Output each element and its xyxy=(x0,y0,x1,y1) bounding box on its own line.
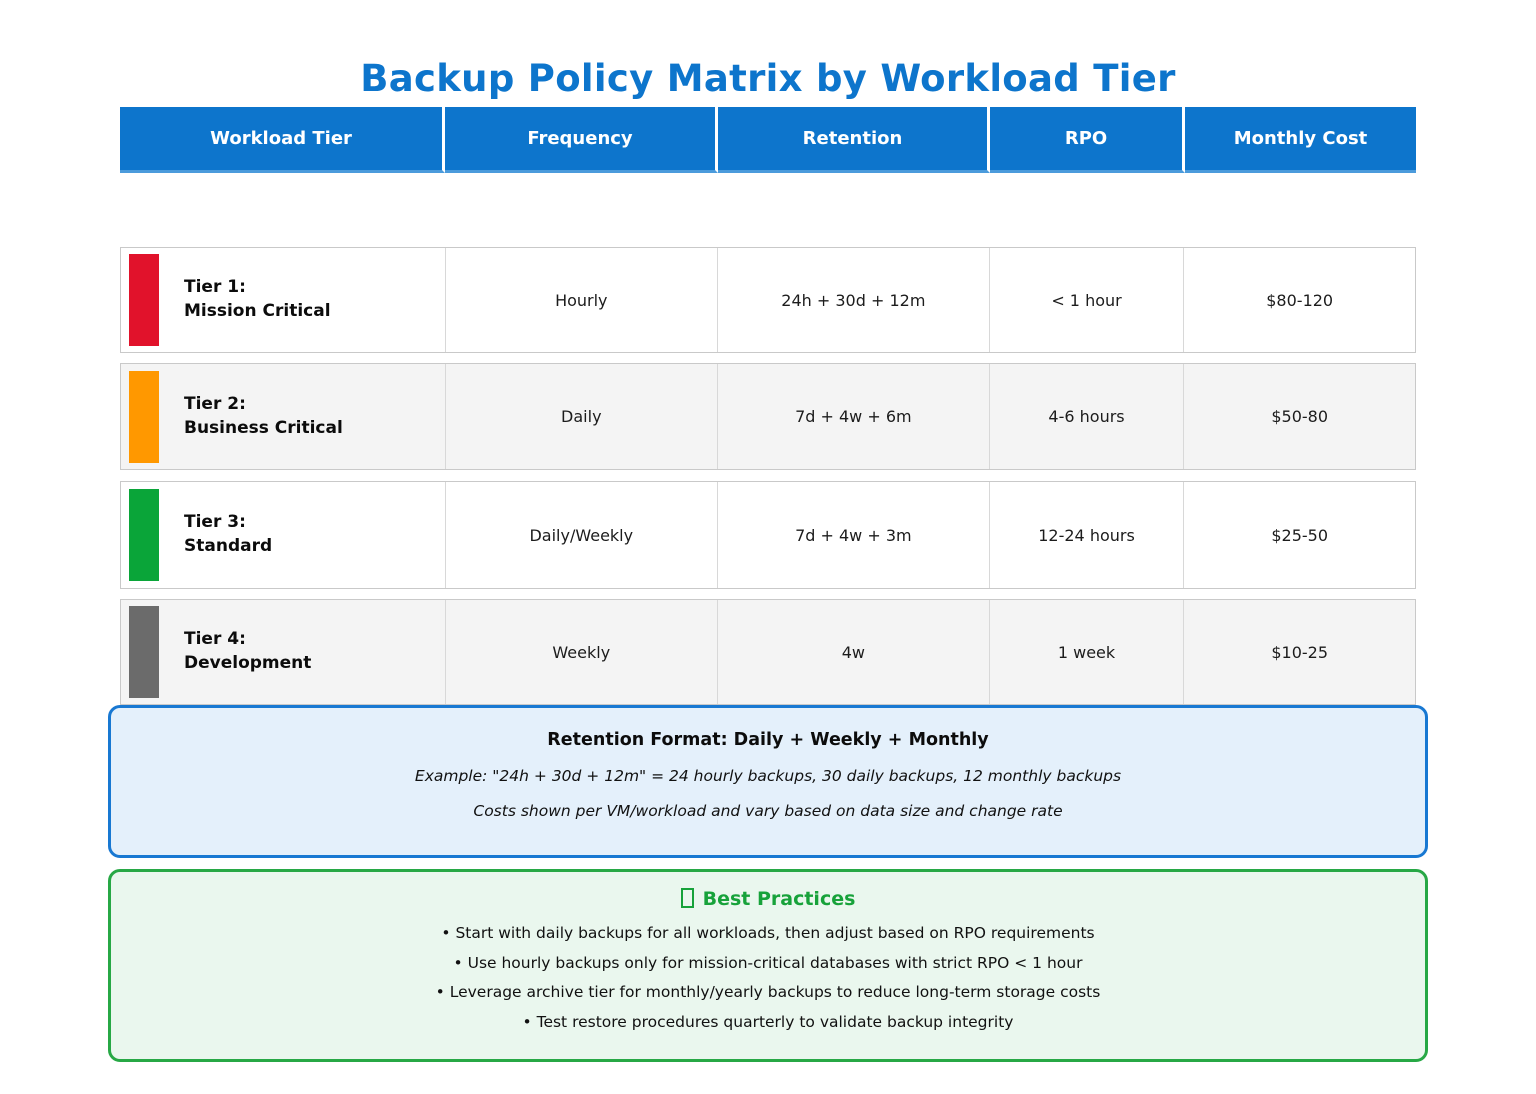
tier4-label-line1: Tier 4: xyxy=(184,629,246,650)
column-header-monthly-cost: Monthly Cost xyxy=(1185,107,1416,173)
tier1-rpo-cell: < 1 hour xyxy=(990,248,1185,352)
column-header-rpo: RPO xyxy=(990,107,1185,173)
tier2-monthly-cost-cell: $50-80 xyxy=(1271,407,1329,426)
tier3-monthly-cost-cell: $25-50 xyxy=(1271,525,1329,545)
tier1-label xyxy=(159,276,331,324)
tier3-label-line1: Tier 3: xyxy=(184,512,246,533)
column-header-workload-tier: Workload Tier xyxy=(120,107,445,173)
tier4-name-cell xyxy=(121,600,446,704)
tier3-frequency-cell: Daily/Weekly xyxy=(446,482,719,588)
tier3-name-cell xyxy=(121,482,446,588)
tier4-color-bar xyxy=(129,606,159,698)
tier2-label xyxy=(159,393,343,441)
table-row-tier1 xyxy=(120,247,1416,353)
tier2-frequency-cell: Daily xyxy=(446,364,719,469)
tier3-retention-cell: 7d + 4w + 3m xyxy=(718,482,990,588)
best-practices-item: • Test restore procedures quarterly to validate backup integrity xyxy=(522,1012,1014,1031)
tier4-retention-cell: 4w xyxy=(718,600,990,704)
tier4-monthly-cost-cell: $10-25 xyxy=(1271,642,1329,662)
tier2-label-line2: Business Critical xyxy=(184,417,343,438)
tier1-frequency-cell: Hourly xyxy=(446,248,719,352)
tier1-label-line2: Mission Critical xyxy=(184,301,331,321)
tier2-rpo-cell: 4-6 hours xyxy=(990,364,1185,469)
tier4-label xyxy=(159,628,311,676)
best-practices-title xyxy=(111,888,1425,910)
tier4-frequency-cell: Weekly xyxy=(446,600,719,704)
tier3-rpo-cell: 12-24 hours xyxy=(990,482,1185,588)
best-practices-item: • Leverage archive tier for monthly/yearly backups to reduce long-term storage costs xyxy=(435,983,1101,1001)
best-practices-title-text: Best Practices xyxy=(702,888,856,910)
column-header-retention: Retention xyxy=(718,107,990,173)
tier2-label-line1: Tier 2: xyxy=(184,393,246,414)
page-title: Backup Policy Matrix by Workload Tier xyxy=(360,57,1176,100)
tier3-color-bar xyxy=(129,489,159,581)
tier1-retention-cell: 24h + 30d + 12m xyxy=(718,248,990,352)
tier3-label-line2: Standard xyxy=(184,536,273,556)
tier1-label-line1: Tier 1: xyxy=(184,277,246,298)
tier2-color-bar xyxy=(129,371,159,463)
retention-note-example: Example: "24h + 30d + 12m" = 24 hourly backups, 30 daily backups, 12 monthly backups xyxy=(414,767,1122,785)
retention-format-note xyxy=(108,705,1428,858)
tier4-label-line2: Development xyxy=(184,653,312,673)
tier4-rpo-cell: 1 week xyxy=(990,600,1185,704)
best-practices-panel xyxy=(108,869,1428,1062)
tier3-label xyxy=(159,511,272,559)
best-practices-item: • Start with daily backups for all workloads, then adjust based on RPO requirements xyxy=(441,924,1095,942)
column-header-frequency: Frequency xyxy=(445,107,718,173)
tier1-name-cell xyxy=(121,248,446,352)
best-practices-item: • Use hourly backups only for mission-critical databases with strict RPO < 1 hour xyxy=(453,953,1083,972)
tier1-color-bar xyxy=(129,254,159,346)
retention-note-costs: Costs shown per VM/workload and vary based on data size and change rate xyxy=(473,802,1063,820)
table-row-tier2 xyxy=(120,363,1416,470)
tier1-monthly-cost-cell: $80-120 xyxy=(1266,290,1334,310)
table-row-tier4 xyxy=(120,599,1416,705)
table-header-row xyxy=(120,107,1416,173)
retention-note-title: Retention Format: Daily + Weekly + Monthly xyxy=(547,730,989,750)
table-row-tier3 xyxy=(120,481,1416,589)
missing-glyph-icon xyxy=(681,888,694,908)
tier2-retention-cell: 7d + 4w + 6m xyxy=(718,364,990,469)
tier2-name-cell xyxy=(121,364,446,469)
